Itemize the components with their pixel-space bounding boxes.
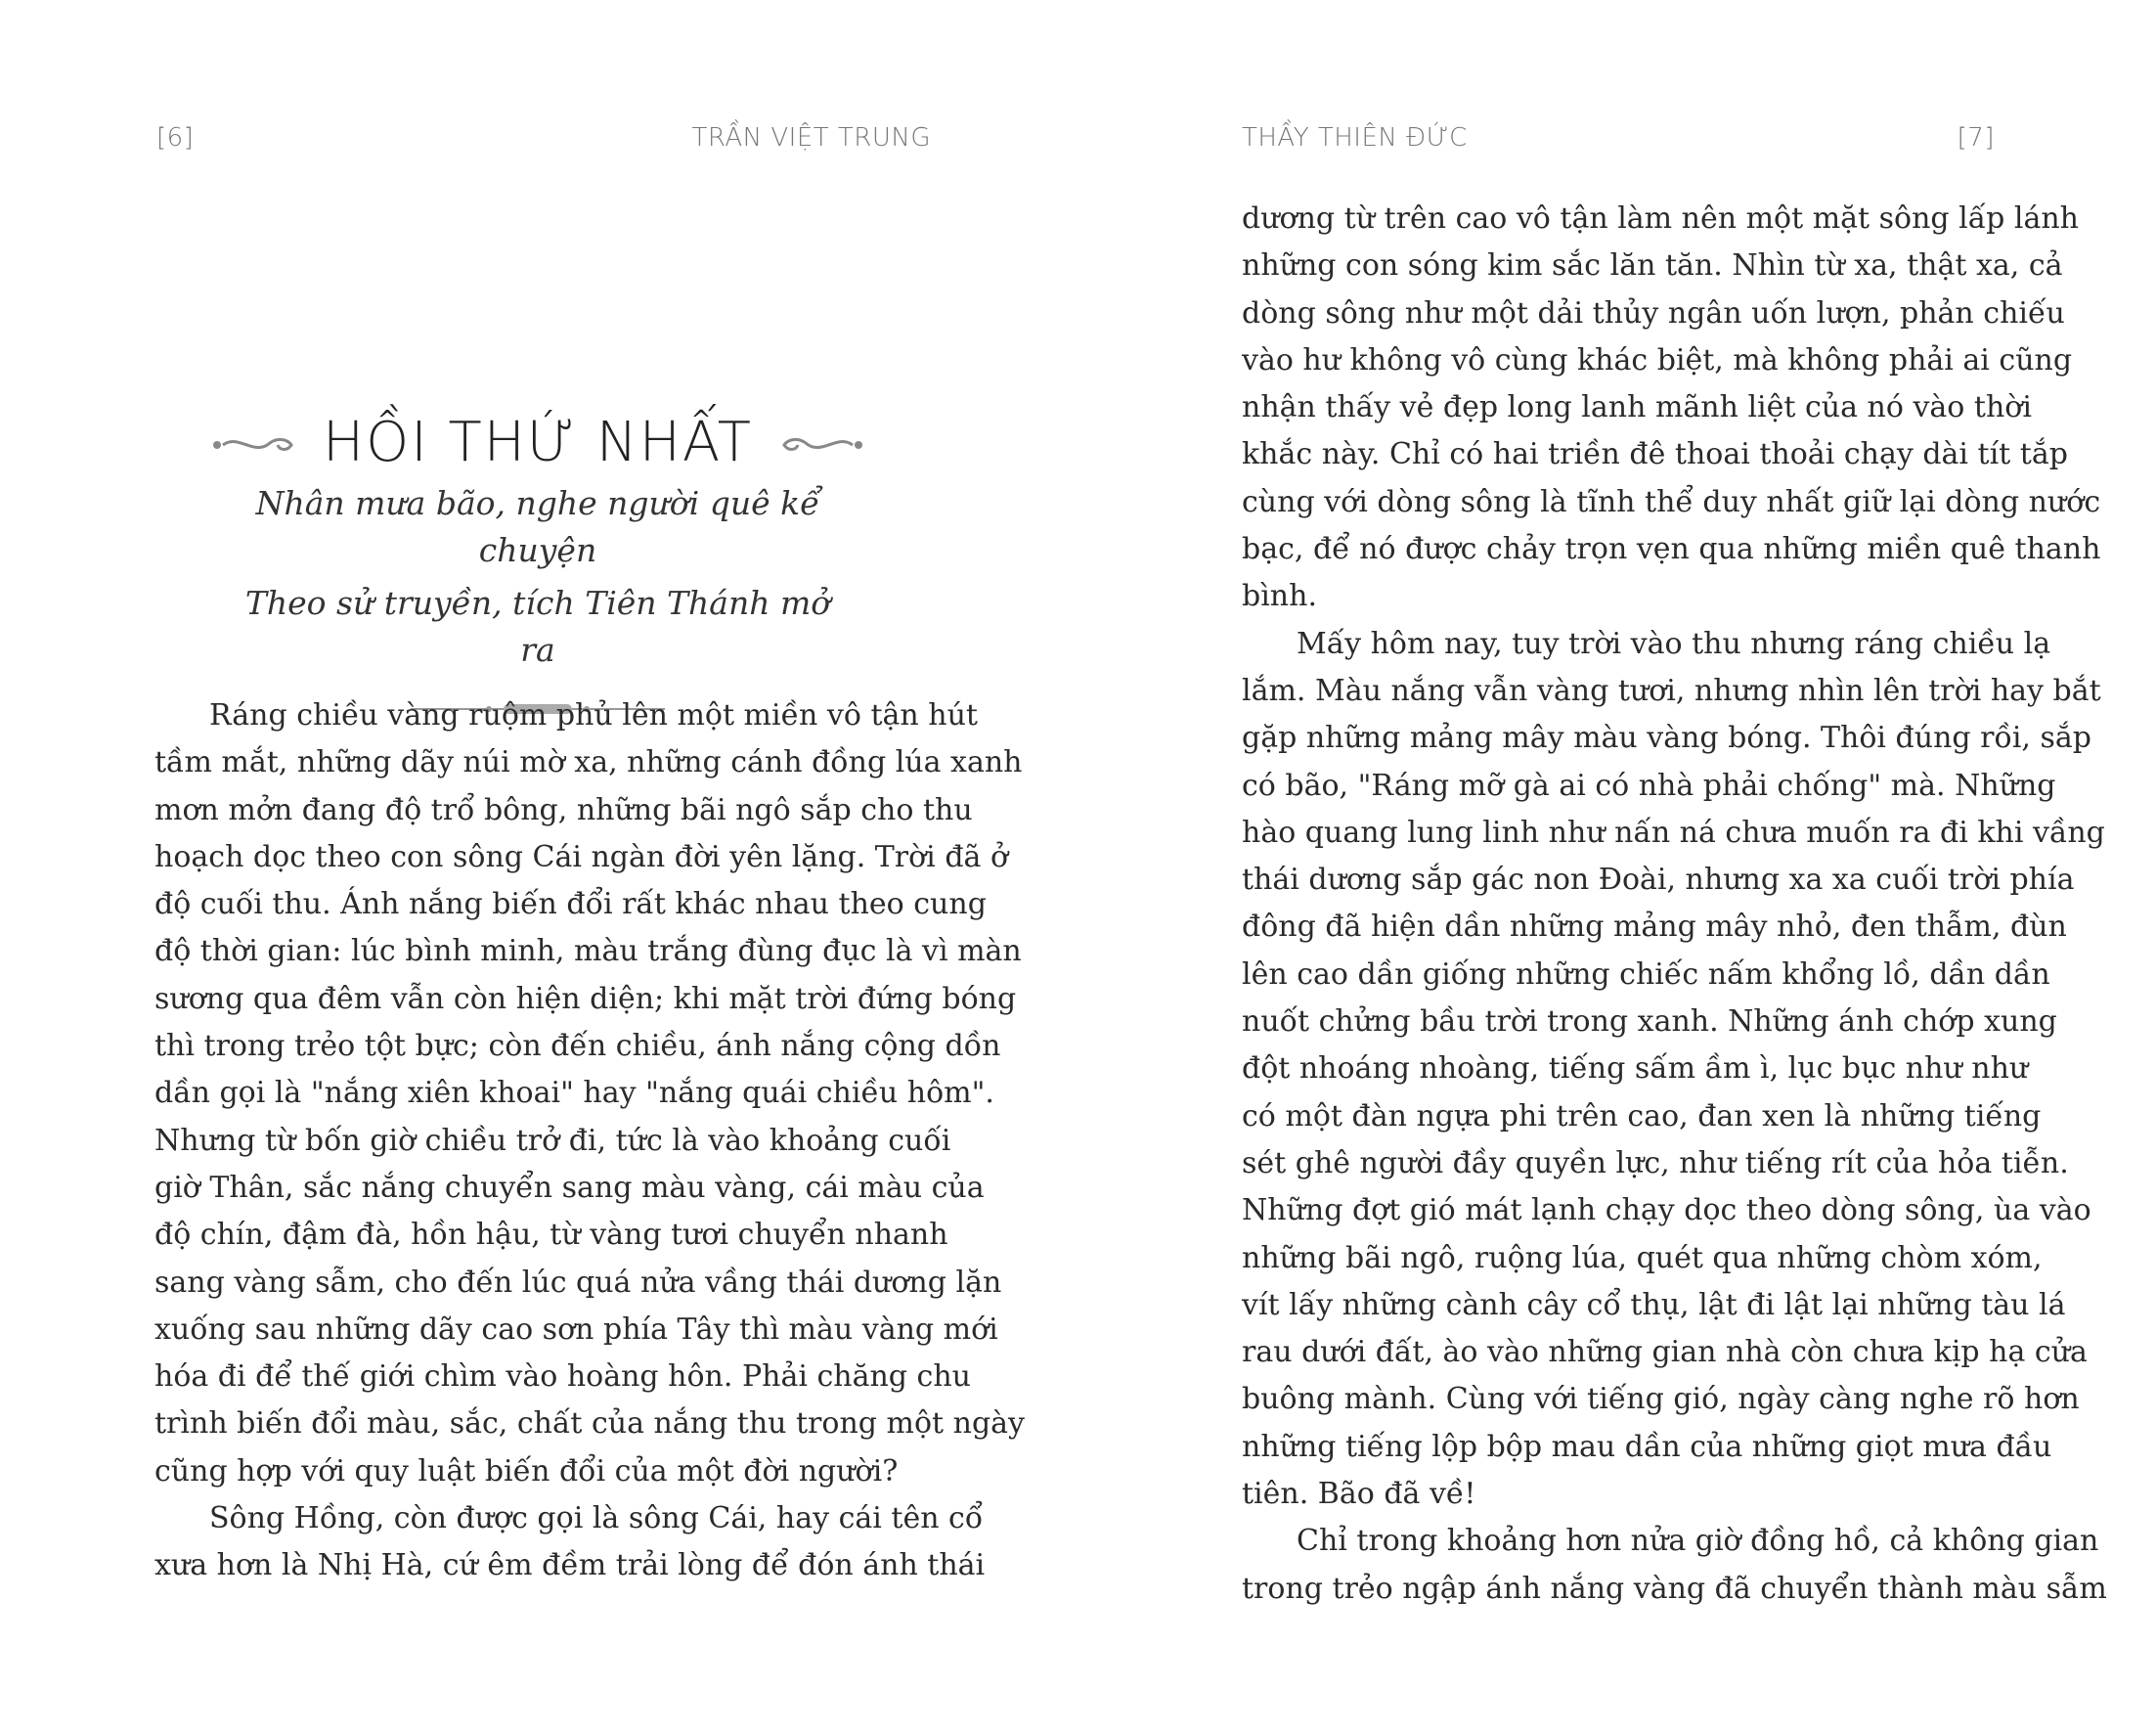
text-line: hóa đi để thế giới chìm vào hoàng hôn. Phải chăng chu [154,1359,971,1395]
text-line: gặp những mảng mây màu vàng bóng. Thôi đúng rồi, sắp [1242,721,2091,756]
text-line: lên cao dần giống những chiếc nấm khổng lồ, dần dần [1242,956,2050,992]
text-line: hào quang lung linh như nấn ná chưa muốn ra đi khi vầng [1242,815,2105,850]
text-line: những bãi ngô, ruộng lúa, quét qua những chòm xóm, [1242,1240,2043,1275]
text-line: xưa hơn là Nhị Hà, cứ êm đềm trải lòng để đón ánh thái [154,1548,986,1583]
text-line: vít lấy những cành cây cổ thụ, lật đi lật lại những tàu lá [1242,1287,2066,1322]
page-number: [7] [1957,123,1995,153]
text-line: sét ghê người đầy quyền lực, như tiếng rít của hỏa tiễn. [1242,1145,2069,1180]
text-line: trình biến đổi màu, sắc, chất của nắng thu trong một ngày [154,1406,1025,1442]
text-line: tiên. Bão đã về! [1242,1477,1476,1512]
running-title: THẦY THIÊN ĐỨC [1242,123,1468,153]
text-line: những tiếng lộp bộp mau dần của những giọt mưa đầu [1242,1429,2052,1464]
right-page [1078,0,2156,1733]
text-line: độ cuối thu. Ánh nắng biến đổi rất khác nhau theo cung [154,887,987,922]
text-line: có bão, "Ráng mỡ gà ai có nhà phải chống" mà. Những [1242,768,2056,803]
text-line: thái dương sắp gác non Đoài, nhưng xa xa cuối trời phía [1242,863,2075,898]
text-line: có một đàn ngựa phi trên cao, đan xen là những tiếng [1242,1098,2042,1133]
text-line: Nhưng từ bốn giờ chiều trở đi, tức là vào khoảng cuối [154,1123,951,1158]
text-line: sang vàng sẫm, cho đến lúc quá nửa vầng thái dương lặn [154,1265,1002,1300]
flourish-right-icon [778,429,866,457]
flourish-left-icon [209,429,297,457]
text-line: buông mành. Cùng với tiếng gió, ngày càng nghe rõ hơn [1242,1382,2080,1417]
text-line: cùng với dòng sông là tĩnh thể duy nhất giữ lại dòng nước [1242,484,2101,519]
running-title: TRẦN VIỆT TRUNG [691,123,931,153]
text-line: dần gọi là "nắng xiên khoai" hay "nắng quái chiều hôm". [154,1076,994,1111]
text-line: rau dưới đất, ào vào những gian nhà còn chưa kịp hạ cửa [1242,1335,2088,1370]
chapter-heading [235,411,841,719]
chapter-subtitle-2: Theo sử truyền, tích Tiên Thánh mở ra [244,584,831,669]
text-line: mơn mởn đang độ trổ bông, những bãi ngô sắp cho thu [154,792,973,827]
text-line: những con sóng kim sắc lăn tăn. Nhìn từ xa, thật xa, cả [1242,248,2063,284]
text-line: nhận thấy vẻ đẹp long lanh mãnh liệt của nó vào thời [1242,390,2032,425]
text-line: trong trẻo ngập ánh nắng vàng đã chuyển thành màu sẫm [1242,1571,2107,1606]
text-line: thì trong trẻo tột bực; còn đến chiều, ánh nắng cộng dồn [154,1029,1001,1064]
text-line: Ráng chiều vàng ruộm phủ lên một miền vô tận hút [209,698,978,733]
text-line: sương qua đêm vẫn còn hiện diện; khi mặt trời đứng bóng [154,981,1017,1016]
text-line: dòng sông như một dải thủy ngân uốn lượn, phản chiếu [1242,295,2065,331]
text-line: độ chín, đậm đà, hồn hậu, từ vàng tươi chuyển nhanh [154,1218,948,1253]
text-line: độ thời gian: lúc bình minh, màu trắng đùng đục là vì màn [154,934,1022,969]
text-line: giờ Thân, sắc nắng chuyển sang màu vàng, cái màu của [154,1170,985,1205]
text-line: tầm mắt, những dãy núi mờ xa, những cánh đồng lúa xanh [154,745,1023,780]
text-line: Sông Hồng, còn được gọi là sông Cái, hay cái tên cổ [209,1501,984,1536]
text-line: đột nhoáng nhoàng, tiếng sấm ầm ì, lục bục như như [1242,1051,2029,1087]
text-line: dương từ trên cao vô tận làm nên một mặt sông lấp lánh [1242,201,2079,236]
text-line: nuốt chửng bầu trời trong xanh. Những ánh chớp xung [1242,1004,2057,1040]
text-line: bạc, để nó được chảy trọn vẹn qua những miền quê thanh [1242,532,2101,567]
text-line: xuống sau những dãy cao sơn phía Tây thì màu vàng mới [154,1311,998,1347]
chapter-subtitle-1: Nhân mưa bão, nghe người quê kể chuyện [255,484,820,569]
text-line: hoạch dọc theo con sông Cái ngàn đời yên lặng. Trời đã ở [154,839,1009,874]
text-line: vào hư không vô cùng khác biệt, mà không phải ai cũng [1242,342,2073,378]
text-line: cũng hợp với quy luật biến đổi của một đời người? [154,1453,899,1489]
text-line: Những đợt gió mát lạnh chạy dọc theo dòng sông, ùa vào [1242,1193,2091,1228]
text-line: lắm. Màu nắng vẫn vàng tươi, nhưng nhìn lên trời hay bắt [1242,673,2101,708]
text-line: Chỉ trong khoảng hơn nửa giờ đồng hồ, cả không gian [1297,1524,2099,1559]
text-line: Mấy hôm nay, tuy trời vào thu nhưng ráng chiều lạ [1297,626,2051,661]
page-number: [6] [156,123,195,153]
text-line: đông đã hiện dần những mảng mây nhỏ, đen thẫm, đùn [1242,910,2067,945]
body-text [154,692,1025,1590]
chapter-title: HỒI THỨ NHẤT [323,411,754,474]
body-text [1242,196,2107,1613]
text-line: khắc này. Chỉ có hai triền đê thoai thoải chạy dài tít tắp [1242,437,2068,472]
text-line: bình. [1242,579,1317,614]
